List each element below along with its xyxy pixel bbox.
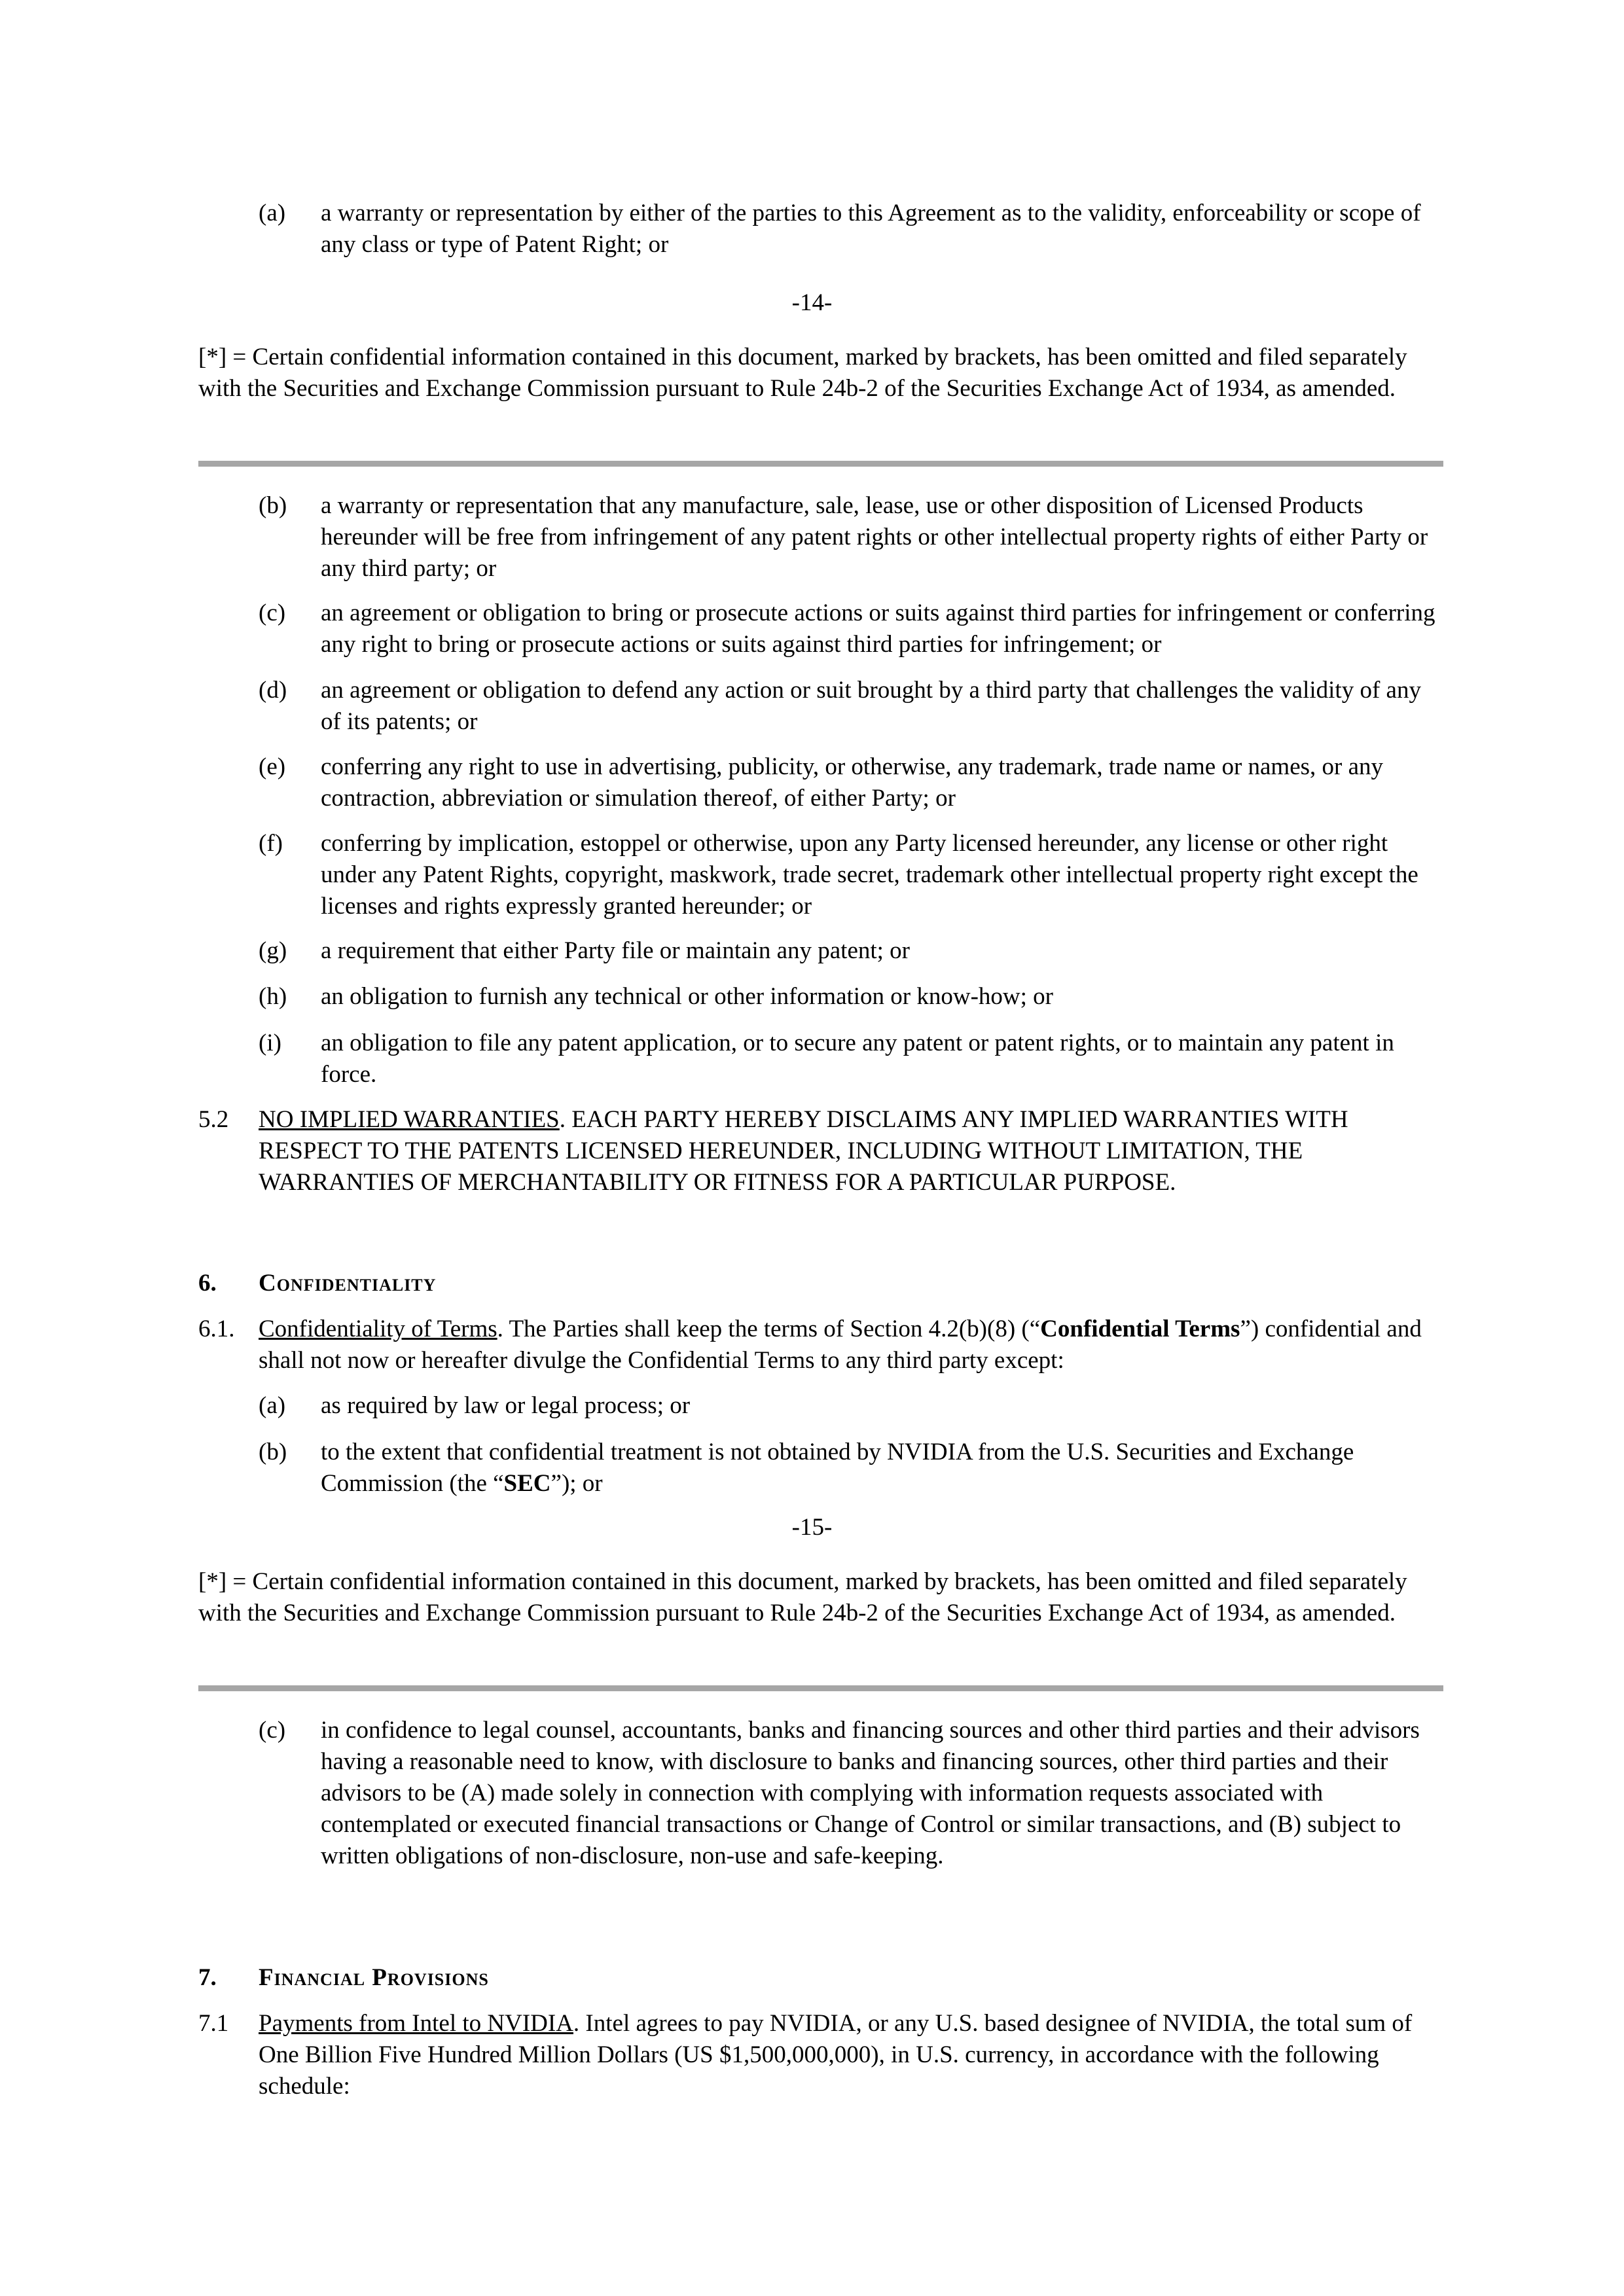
clause-text bbox=[321, 1437, 1443, 1499]
section-7-1 bbox=[198, 2008, 1443, 2102]
section-title: Financial Provisions bbox=[259, 1964, 489, 1991]
clause-h bbox=[259, 981, 1443, 1013]
section-text bbox=[259, 1104, 1443, 1198]
page-divider bbox=[198, 461, 1443, 467]
defined-term: Confidential Terms bbox=[1040, 1316, 1240, 1342]
section-heading: Confidentiality of Terms bbox=[259, 1316, 497, 1342]
clause-i bbox=[259, 1028, 1443, 1090]
clause-text: in confidence to legal counsel, accountants, banks and financing sources and other third parties and their advisors having a reasonable need to know, with disclosure to banks and financing sources, other third parties and their advisors to be (A) made solely in connection with complying with information requests associated with contemplated or executed financial transactions or Change of Control or similar transactions, and (B) subject to written obligations of non-disclosure, non-use and safe-keeping. bbox=[321, 1717, 1420, 1869]
clause-text: a warranty or representation that any manufacture, sale, lease, use or other disposition of Licensed Products hereunder will be free from infringement of any patent rights or other intellectual property rights of either Party or any third party; or bbox=[321, 492, 1428, 582]
section-number: 7. bbox=[198, 1964, 217, 1991]
defined-term: SEC bbox=[503, 1470, 551, 1497]
clause-label: (b) bbox=[259, 492, 287, 519]
section-heading: NO IMPLIED WARRANTIES bbox=[259, 1106, 560, 1133]
section-heading: Payments from Intel to NVIDIA bbox=[259, 2010, 573, 2037]
clause-text: an agreement or obligation to bring or prosecute actions or suits against third parties for infringement or conferring any right to bring or prosecute actions or suits against third parties for infringement; or bbox=[321, 600, 1435, 658]
clause-label: (c) bbox=[259, 600, 286, 626]
clause-label: (b) bbox=[259, 1439, 287, 1465]
clause-6-a bbox=[259, 1390, 1443, 1422]
clause-c bbox=[259, 598, 1443, 660]
clause-label: (f) bbox=[259, 830, 283, 857]
clause-e bbox=[259, 751, 1443, 814]
clause-text: an obligation to furnish any technical or other information or know-how; or bbox=[321, 983, 1053, 1010]
section-text bbox=[259, 2008, 1443, 2102]
clause-label: (h) bbox=[259, 983, 287, 1010]
clause-a bbox=[259, 198, 1443, 260]
clause-label: (d) bbox=[259, 677, 287, 704]
section-5-2 bbox=[198, 1104, 1443, 1198]
page-divider bbox=[198, 1685, 1443, 1691]
section-6-1 bbox=[198, 1314, 1443, 1376]
section-body-cont: ”) confidential and shall not now or hereafter divulge the Confidential Terms to any third party except: bbox=[259, 1316, 1422, 1374]
section-body: . The Parties shall keep the terms of Section 4.2(b)(8) (“ bbox=[497, 1316, 1041, 1342]
clause-label: (g) bbox=[259, 937, 287, 964]
clause-text: a requirement that either Party file or maintain any patent; or bbox=[321, 937, 910, 964]
section-number: 6.1. bbox=[198, 1316, 235, 1342]
clause-6-b bbox=[259, 1437, 1443, 1499]
clause-text: a warranty or representation by either of the parties to this Agreement as to the validity, enforceability or scope of any class or type of Patent Right; or bbox=[321, 200, 1421, 258]
section-title: Confidentiality bbox=[259, 1270, 437, 1297]
clause-text: conferring any right to use in advertising, publicity, or otherwise, any trademark, trade name or names, or any contraction, abbreviation or simulation thereof, of either Party; or bbox=[321, 753, 1384, 812]
clause-text: an obligation to file any patent application, or to secure any patent or patent rights, or to maintain any patent in force. bbox=[321, 1030, 1394, 1088]
clause-g bbox=[259, 935, 1443, 967]
clause-label: (i) bbox=[259, 1030, 281, 1056]
clause-label: (e) bbox=[259, 753, 286, 780]
clause-text-part: to the extent that confidential treatment is not obtained by NVIDIA from the U.S. Securities and Exchange Commission (the “ bbox=[321, 1439, 1354, 1497]
page-number: -14- bbox=[791, 289, 833, 316]
clause-label: (a) bbox=[259, 1392, 286, 1419]
section-body: . Intel agrees to pay NVIDIA, or any U.S. based designee of NVIDIA, the total sum of One Billion Five Hundred Million Dollars (US $1,500,000,000), in U.S. currency, in accordance with the following schedule: bbox=[259, 2010, 1413, 2100]
clause-d bbox=[259, 675, 1443, 738]
clause-6-c bbox=[259, 1715, 1443, 1872]
section-number: 5.2 bbox=[198, 1106, 229, 1133]
clause-text-part: ”); or bbox=[550, 1470, 603, 1497]
confidentiality-footnote: [*] = Certain confidential information contained in this document, marked by brackets, has been omitted and filed separately with the Securities and Exchange Commission pursuant to Rule 24b-2 of the Securities Exchange Act of 1934, as amended. bbox=[198, 1568, 1407, 1626]
clause-f bbox=[259, 828, 1443, 922]
section-body: . EACH PARTY HEREBY DISCLAIMS ANY IMPLIED WARRANTIES WITH RESPECT TO THE PATENTS LICENSED HEREUNDER, INCLUDING WITHOUT LIMITATION, THE WARRANTIES OF MERCHANTABILITY OR FITNESS FOR A PARTICULAR PURPOSE. bbox=[259, 1106, 1348, 1196]
clause-label: (c) bbox=[259, 1717, 286, 1744]
clause-b bbox=[259, 490, 1443, 584]
confidentiality-footnote: [*] = Certain confidential information contained in this document, marked by brackets, has been omitted and filed separately with the Securities and Exchange Commission pursuant to Rule 24b-2 of the Securities Exchange Act of 1934, as amended. bbox=[198, 344, 1407, 402]
clause-label: (a) bbox=[259, 200, 286, 226]
clause-text: conferring by implication, estoppel or otherwise, upon any Party licensed hereunder, any license or other right under any Patent Rights, copyright, maskwork, trade secret, trademark other intellectual property right except the licenses and rights expressly granted hereunder; or bbox=[321, 830, 1418, 920]
page-number: -15- bbox=[791, 1514, 833, 1541]
clause-text: an agreement or obligation to defend any action or suit brought by a third party that challenges the validity of any of its patents; or bbox=[321, 677, 1421, 735]
section-text bbox=[259, 1314, 1443, 1376]
section-number: 6. bbox=[198, 1270, 217, 1297]
clause-text: as required by law or legal process; or bbox=[321, 1392, 691, 1419]
section-number: 7.1 bbox=[198, 2010, 229, 2037]
